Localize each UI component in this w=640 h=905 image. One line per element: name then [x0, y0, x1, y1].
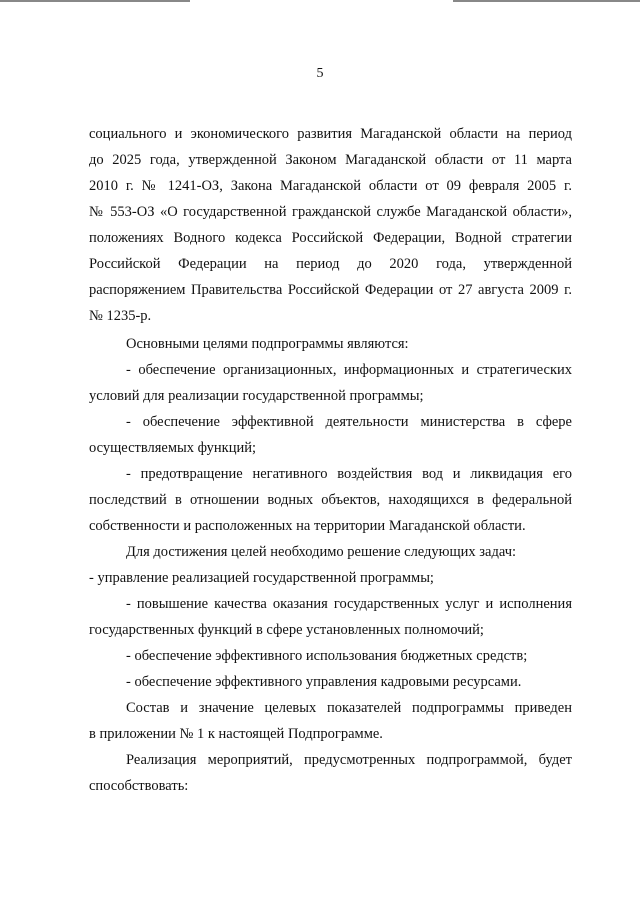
list-item-task: [89, 565, 572, 591]
list-item-task: [89, 643, 572, 669]
paragraph-goals-intro: [89, 331, 572, 357]
paragraph-indicators: [89, 695, 572, 747]
paragraph-implementation: [89, 747, 572, 799]
text-line: Российской Федерации на период до 2020 года, утвержденной: [89, 256, 572, 272]
scan-edge-mark-right: [453, 0, 640, 2]
text-line: 2010 г. № 1241-ОЗ, Закона Магаданской области от 09 февраля 2005 г.: [89, 178, 572, 194]
text-line: Состав и значение целевых показателей подпрограммы приведен: [126, 700, 572, 716]
text-line: осуществляемых функций;: [89, 440, 257, 456]
text-line: собственности и расположенных на территории Магаданской области.: [89, 518, 526, 534]
text-line: - повышение качества оказания государственных услуг и исполнения: [126, 596, 572, 612]
text-line: - предотвращение негативного воздействия вод и ликвидация его: [126, 466, 572, 482]
text-line: - обеспечение эффективного управления кадровыми ресурсами.: [126, 674, 522, 690]
text-line: - обеспечение организационных, информационных и стратегических: [126, 362, 572, 378]
text-line: - управление реализацией государственной программы;: [89, 570, 434, 586]
text-line: в приложении № 1 к настоящей Подпрограмме.: [89, 726, 383, 742]
text-line: до 2025 года, утвержденной Законом Магаданской области от 11 марта: [89, 152, 572, 168]
text-line: государственных функций в сфере установленных полномочий;: [89, 622, 484, 638]
list-item-goal: [89, 357, 572, 409]
text-line: положениях Водного кодекса Российской Федерации, Водной стратегии: [89, 230, 572, 246]
text-line: социального и экономического развития Магаданской области на период: [89, 126, 572, 142]
text-line: Для достижения целей необходимо решение следующих задач:: [126, 544, 517, 560]
text-line: - обеспечение эффективного использования бюджетных средств;: [126, 648, 528, 664]
paragraph-tasks-intro: [89, 539, 572, 565]
list-item-task: [89, 591, 572, 643]
scan-edge-mark-left: [0, 0, 190, 2]
text-line: № 1235-р.: [89, 308, 152, 324]
list-item-goal: [89, 409, 572, 461]
text-line: Основными целями подпрограммы являются:: [126, 336, 409, 352]
text-line: условий для реализации государственной программы;: [89, 388, 424, 404]
list-item-goal: [89, 461, 572, 539]
text-line: - обеспечение эффективной деятельности министерства в сфере: [126, 414, 572, 430]
text-line: способствовать:: [89, 778, 189, 794]
text-line: Реализация мероприятий, предусмотренных подпрограммой, будет: [126, 752, 572, 768]
list-item-task: [89, 669, 572, 695]
text-line: последствий в отношении водных объектов, находящихся в федеральной: [89, 492, 572, 508]
page-number: 5: [316, 66, 324, 81]
paragraph-legal-basis: [89, 121, 572, 329]
text-line: распоряжением Правительства Российской Федерации от 27 августа 2009 г.: [89, 282, 572, 298]
text-line: № 553-ОЗ «О государственной гражданской службе Магаданской области»,: [89, 204, 572, 220]
